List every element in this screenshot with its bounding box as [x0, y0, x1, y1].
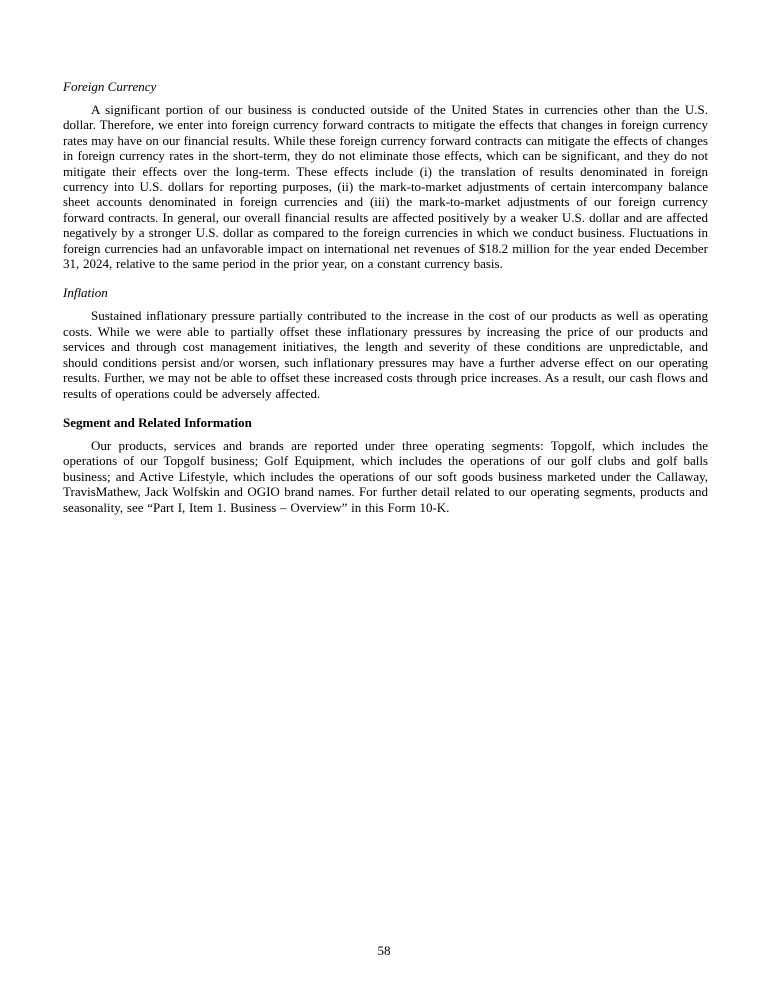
section-inflation — [63, 285, 708, 400]
inflation-heading: Inflation — [63, 285, 108, 301]
document-content — [63, 79, 708, 529]
foreign-currency-paragraph: A significant portion of our business is conducted outside of the United States in currencies other than the U.S. dollar. Therefore, we enter into foreign currency forward contracts to mitigate the effects that changes in foreign currency rates may have on our financial results. While these foreign currency forward contracts can mitigate the effects of changes in foreign currency rates in the short-term, they do not eliminate those effects, which can be significant, and they do not mitigate their effects over the long-term. These effects include (i) the translation of results denominated in foreign currency into U.S. dollars for reporting purposes, (ii) the mark-to-market adjustments of certain intercompany balance sheet accounts denominated in foreign currencies and (iii) the mark-to-market adjustments of our foreign currency forward contracts. In general, our overall financial results are affected positively by a weaker U.S. dollar and are affected negatively by a stronger U.S. dollar as compared to the foreign currencies in which we conduct business. Fluctuations in foreign currencies had an unfavorable impact on international net revenues of $18.2 million for the year ended December 31, 2024, relative to the same period in the prior year, on a constant currency basis. — [63, 102, 708, 272]
section-foreign-currency — [63, 79, 708, 271]
segment-information-heading: Segment and Related Information — [63, 414, 252, 430]
segment-information-paragraph: Our products, services and brands are reported under three operating segments: Topgolf, which includes the operations of our Topgolf business; Golf Equipment, which includes the operations of our golf clubs and golf balls business; and Active Lifestyle, which includes the operations of our soft goods business marketed under the Callaway, TravisMathew, Jack Wolfskin and OGIO brand names. For further detail related to our operating segments, products and seasonality, see “Part I, Item 1. Business – Overview” in this Form 10-K. — [63, 437, 708, 515]
foreign-currency-heading: Foreign Currency — [63, 79, 157, 94]
section-segment-information — [63, 415, 708, 515]
page-number: 58 — [377, 943, 391, 958]
inflation-paragraph: Sustained inflationary pressure partially contributed to the increase in the cost of our products as well as operating costs. While we were able to partially offset these inflationary pressures by increasing the price of our products and services and through cost management initiatives, the length and severity of these conditions are unpredictable, and should conditions persist and/or worsen, such inflationary pressures may have a further adverse effect on our operating results. Further, we may not be able to offset these increased costs through price increases. As a result, our cash flows and results of operations could be adversely affected. — [63, 308, 708, 401]
